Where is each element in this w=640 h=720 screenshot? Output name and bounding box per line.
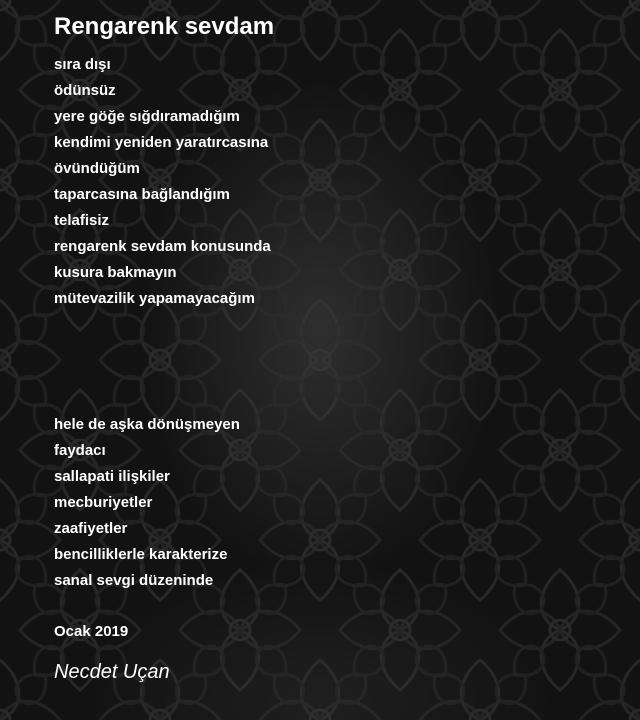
poem-line: yere göğe sığdıramadığım xyxy=(54,108,240,125)
poem-line: mecburiyetler xyxy=(54,494,153,511)
poem-line: mütevazilik yapamayacağım xyxy=(54,290,255,307)
poem-line: hele de aşka dönüşmeyen xyxy=(54,416,240,433)
poem-line: kendimi yeniden yaratırcasına xyxy=(54,134,269,151)
stanza-1 xyxy=(54,52,271,312)
poem-line: ödünsüz xyxy=(54,82,116,99)
poem-author: Necdet Uçan xyxy=(54,661,170,683)
poem-line: taparcasına bağlandığım xyxy=(54,186,230,203)
poem-title: Rengarenk sevdam xyxy=(54,13,275,40)
poem-line: faydacı xyxy=(54,442,106,459)
poem-line: övündüğüm xyxy=(54,160,140,177)
poem-line: sanal sevgi düzeninde xyxy=(54,572,214,589)
poem-line: sıra dışı xyxy=(54,56,111,73)
poem-line: telafisiz xyxy=(54,212,110,229)
stanza-2 xyxy=(54,412,240,594)
poem-line: kusura bakmayın xyxy=(54,264,177,281)
poem-line: zaafiyetler xyxy=(54,520,128,537)
poem-line: rengarenk sevdam konusunda xyxy=(54,238,271,255)
poem-line: sallapati ilişkiler xyxy=(54,468,170,485)
poem-line: bencilliklerle karakterize xyxy=(54,546,228,563)
poem-date: Ocak 2019 xyxy=(54,623,129,640)
